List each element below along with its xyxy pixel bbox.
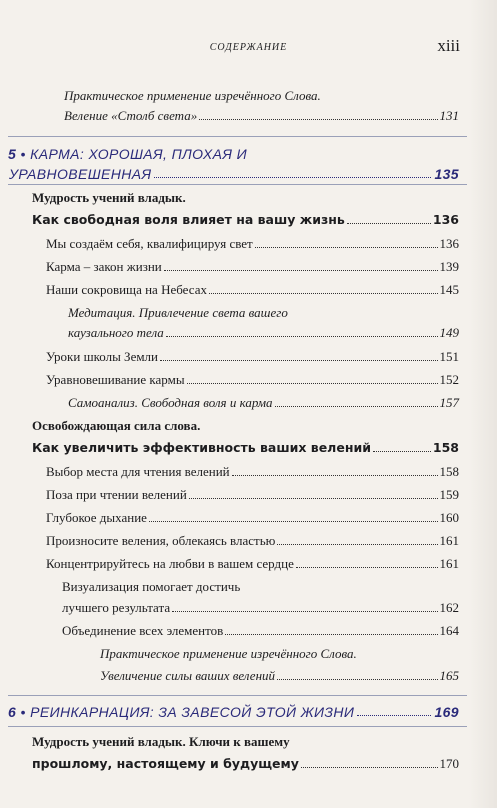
toc-entry [46,236,459,252]
section-heading: Мудрость учений владык. [32,190,186,205]
toc-page-num: 160 [439,510,459,525]
chapter-bullet: • [20,146,26,162]
toc-entry-text: прошлому, настоящему и будущему [32,756,299,771]
toc-page-num: 149 [439,325,459,340]
toc-page-num: 131 [439,108,459,123]
toc-page-num: 157 [439,395,459,410]
toc-page-num: 170 [439,756,459,771]
meditation-line1: Медитация. Привлечение света вашего [68,305,288,320]
section-heading-line1: Мудрость учений владык. Ключи к вашему [32,734,290,749]
toc-entry-text: Веление «Столб света» [64,108,198,123]
toc-entry-text: Самоанализ. Свободная воля и карма [68,395,273,410]
toc-entry-text: каузального тела [68,325,164,340]
chapter-page-num: 169 [434,704,459,720]
toc-entry-text: Глубокое дыхание [46,510,147,525]
toc-entry [46,510,459,526]
toc-entry [46,259,459,275]
toc-entry [46,487,459,503]
chapter-rule [8,695,467,696]
toc-entry-text: Как увеличить эффективность ваших велений [32,440,371,455]
chapter-bullet: • [20,704,26,720]
toc-page-num: 161 [439,533,459,548]
toc-page-num: 136 [432,212,459,227]
toc-entry-practice [100,668,459,684]
toc-entry-meditation [68,325,459,341]
toc-entry [46,464,459,480]
toc-entry-text: Произносите веления, облекаясь властью [46,533,276,548]
chapter-rule [8,726,467,727]
toc-entry-text: Как свободная воля влияет на вашу жизнь [32,212,345,227]
toc-page-num: 165 [439,668,459,683]
toc-page-num: 145 [439,282,459,297]
section-entry [32,756,459,772]
toc-page-num: 136 [439,236,459,251]
toc-entry-pillar [64,108,459,124]
toc-entry [46,533,459,549]
toc-entry [46,372,459,388]
section-heading: Освобождающая сила слова. [32,418,201,433]
toc-entry-text: Наши сокровища на Небесах [46,282,207,297]
chapter-6-heading [8,704,459,720]
chapter-number: 5 [8,146,17,162]
chapter-title-line2: УРАВНОВЕШЕННАЯ [9,166,152,182]
toc-entry-text: Объединение всех элементов [62,623,224,638]
toc-page-num: 151 [439,349,459,364]
toc-entry-text: Карма – закон жизни [46,259,162,274]
section-entry [32,212,459,228]
toc-page-num: 162 [439,600,459,615]
toc-entry-text: Увеличение силы ваших велений [100,668,276,683]
toc-entry-text: лучшего результата [62,600,171,615]
toc-entry [62,600,459,616]
toc-page-num: 161 [439,556,459,571]
toc-entry-text: Уроки школы Земли [46,349,159,364]
chapter-title: РЕИНКАРНАЦИЯ: ЗА ЗАВЕСОЙ ЭТОЙ ЖИЗНИ [30,704,355,720]
toc-page-num: 158 [439,464,459,479]
practice-line1: Практическое применение изречённого Слова. [100,646,357,661]
chapter-title-line1: КАРМА: ХОРОШАЯ, ПЛОХАЯ И [30,146,248,162]
toc-entry-practice-line1: Практическое применение изречённого Слова. [64,88,321,103]
toc-entry-text: Выбор места для чтения велений [46,464,230,479]
running-header: СОДЕРЖАНИЕ [209,42,288,53]
toc-entry [46,282,459,298]
toc-page-num: 159 [439,487,459,502]
toc-entry-text: Мы создаём себя, квалифицируя свет [46,236,253,251]
toc-page-num: 152 [439,372,459,387]
chapter-5-heading [8,146,459,182]
toc-page-num: 164 [439,623,459,638]
chapter-rule [8,184,467,185]
chapter-page-num: 135 [434,166,459,182]
toc-entry-text: Поза при чтении велений [46,487,187,502]
chapter-number: 6 [8,704,17,720]
chapter-rule [8,136,467,137]
toc-page-num: 139 [439,259,459,274]
toc-entry [46,556,459,572]
toc-entry [46,349,459,365]
toc-entry [62,623,459,639]
toc-entry-line1: Визуализация помогает достичь [62,579,241,594]
page-edge-shadow [469,0,497,808]
section-entry [32,440,459,456]
toc-page-num: 158 [432,440,459,455]
page-number: xiii [437,36,460,55]
toc-entry-self-analysis [68,395,459,411]
toc-entry-text: Концентрируйтесь на любви в вашем сердце [46,556,294,571]
toc-entry-text: Уравновешивание кармы [46,372,185,387]
